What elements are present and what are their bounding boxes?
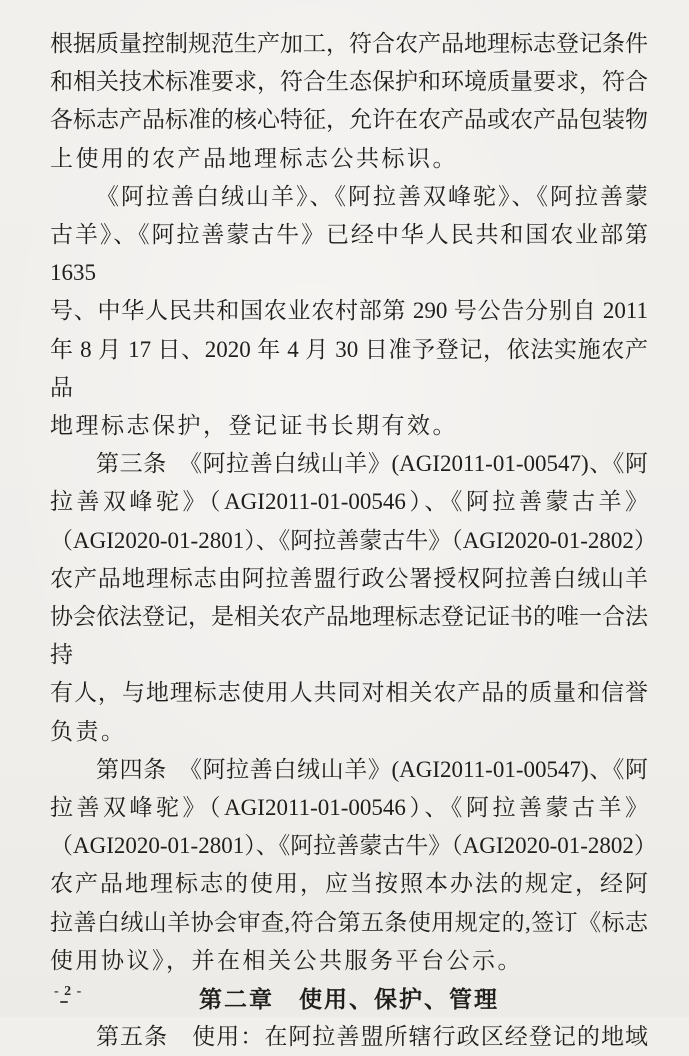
text-line: （AGI2020-01-2801）、《阿拉善蒙古牛》（AGI2020-01-2802）: [50, 527, 657, 553]
text-line: 根据质量控制规范生产加工，符合农产品地理标志登记条件: [50, 31, 648, 56]
text-line: 农产品地理标志的使用，应当按照本办法的规定，经阿: [50, 871, 648, 897]
text-line: 拉善双峰驼》（AGI2011-01-00546）、《阿拉善蒙古羊》: [50, 489, 648, 515]
text-line: 上使用的农产品地理标志公共标识。: [50, 145, 458, 171]
text-line: 各标志产品标准的核心特征，允许在农产品或农产品包装物: [50, 107, 648, 133]
text-line: 拉善白绒山羊协会审查,符合第五条使用规定的,签订《标志: [50, 909, 648, 935]
text-line: 第五条 使用：在阿拉善盟所辖行政区经登记的地域: [96, 1024, 648, 1050]
text-line: （AGI2020-01-2801）、《阿拉善蒙古牛》（AGI2020-01-2802）: [50, 833, 657, 859]
text-line: 古羊》、《阿拉善蒙古牛》已经中华人民共和国农业部第 1635: [50, 222, 648, 286]
text-line: 地理标志保护，登记证书长期有效。: [50, 413, 458, 439]
text-line: 有人，与地理标志使用人共同对相关农产品的质量和信誉: [50, 680, 648, 706]
text-line: 和相关技术标准要求，符合生态保护和环境质量要求，符合: [50, 69, 648, 95]
text-line: 协会依法登记，是相关农产品地理标志登记证书的唯一合法持: [50, 604, 648, 668]
scan-artifact-mark: [60, 1001, 68, 1003]
text-line: 使用协议》，并在相关公共服务平台公示。: [50, 947, 523, 973]
page-number: - 2 -: [54, 984, 83, 999]
text-line: 第三条 《阿拉善白绒山羊》(AGI2011-01-00547)、《阿: [96, 451, 648, 477]
text-line: 拉善双峰驼》（AGI2011-01-00546）、《阿拉善蒙古羊》: [50, 795, 648, 821]
text-line: 农产品地理标志由阿拉善盟行政公署授权阿拉善白绒山羊: [50, 565, 648, 591]
text-line: 年 8 月 17 日、2020 年 4 月 30 日准予登记，依法实施农产品: [50, 336, 648, 400]
text-line: 号、中华人民共和国农业农村部第 290 号公告分别自 2011: [50, 298, 648, 324]
text-line: 第四条 《阿拉善白绒山羊》(AGI2011-01-00547)、《阿: [96, 756, 648, 782]
text-line: 《阿拉善白绒山羊》、《阿拉善双峰驼》、《阿拉善蒙: [96, 183, 648, 209]
chapter-heading: 第二章 使用、保护、管理: [199, 986, 499, 1013]
text-line: 负责。: [50, 718, 127, 744]
